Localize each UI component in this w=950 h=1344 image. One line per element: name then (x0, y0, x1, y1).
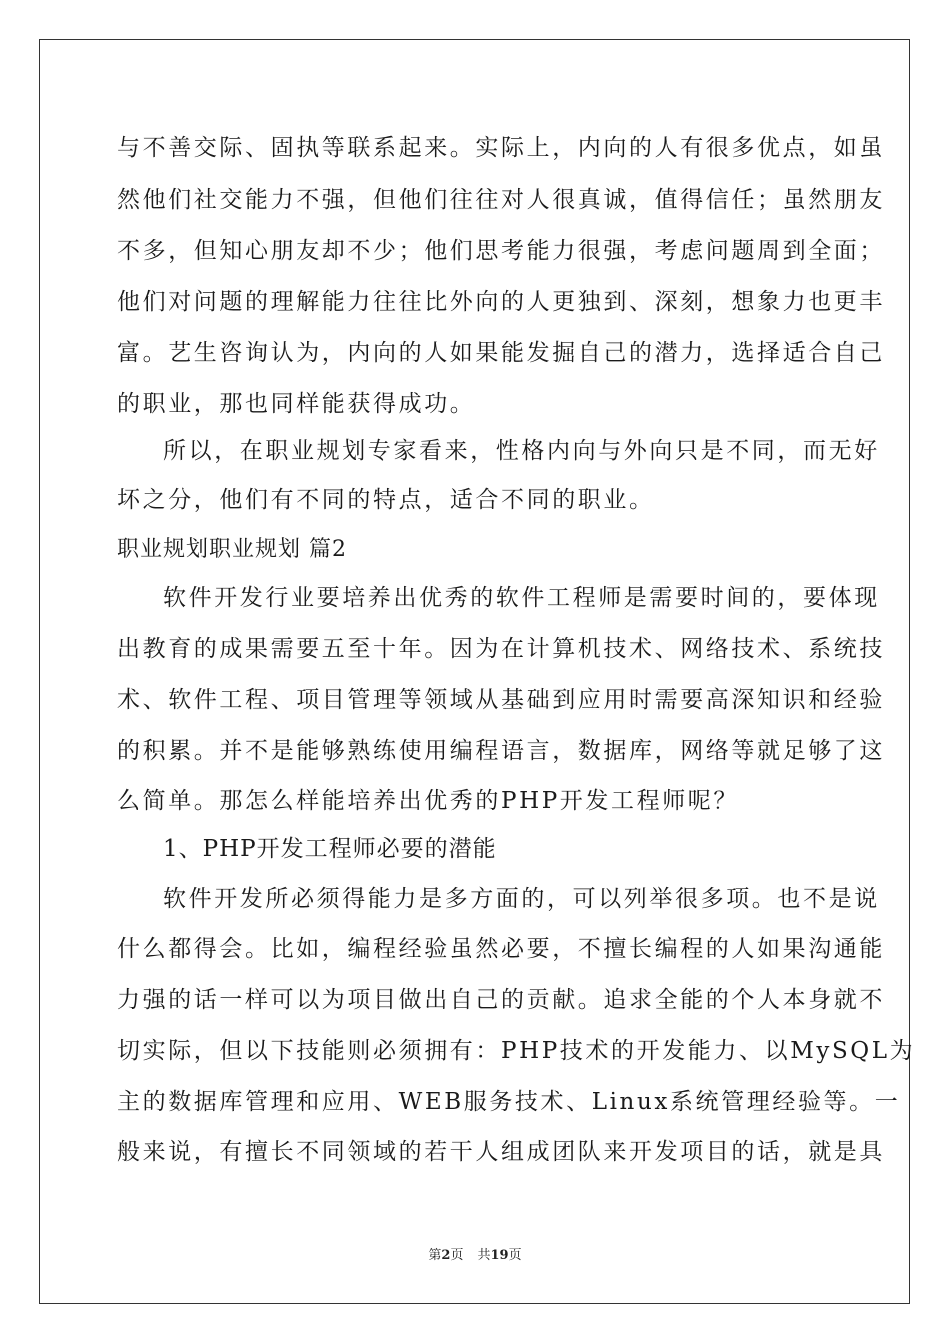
subsection-heading: 1、PHP开发工程师必要的潜能 (163, 836, 497, 862)
current-page-number: 2 (441, 1248, 451, 1263)
paragraph-line: 么简单。那怎么样能培养出优秀的PHP开发工程师呢？ (117, 788, 740, 814)
footer-total-prefix: 共 (477, 1248, 491, 1263)
paragraph-line: 坏之分，他们有不同的特点，适合不同的职业。 (117, 487, 655, 513)
paragraph-line: 主的数据库管理和应用、WEB服务技术、Linux系统管理经验等。一 (117, 1089, 901, 1115)
paragraph-line: 所以，在职业规划专家看来，性格内向与外向只是不同，而无好 (163, 438, 880, 464)
paragraph-line: 术、软件工程、项目管理等领域从基础到应用时需要高深知识和经验 (117, 687, 885, 713)
page-footer (0, 1248, 950, 1264)
paragraph-line: 他们对问题的理解能力往往比外向的人更独到、深刻，想象力也更丰 (117, 289, 885, 315)
paragraph-line: 的职业，那也同样能获得成功。 (117, 391, 476, 417)
paragraph-line: 的积累。并不是能够熟练使用编程语言，数据库，网络等就足够了这 (117, 738, 885, 764)
paragraph-line: 不多，但知心朋友却不少；他们思考能力很强，考虑问题周到全面； (117, 238, 885, 264)
footer-total-unit: 页 (508, 1248, 522, 1263)
footer-prefix: 第 (428, 1248, 442, 1263)
total-page-count: 19 (490, 1248, 509, 1263)
paragraph-line: 切实际，但以下技能则必须拥有：PHP技术的开发能力、以MySQL为 (117, 1038, 916, 1064)
paragraph-line: 富。艺生咨询认为，内向的人如果能发掘自己的潜力，选择适合自己 (117, 340, 885, 366)
paragraph-line: 软件开发所必须得能力是多方面的，可以列举很多项。也不是说 (163, 886, 880, 912)
footer-page-unit: 页 (450, 1248, 464, 1263)
paragraph-line: 然他们社交能力不强，但他们往往对人很真诚，值得信任；虽然朋友 (117, 187, 885, 213)
paragraph-line: 什么都得会。比如，编程经验虽然必要，不擅长编程的人如果沟通能 (117, 936, 885, 962)
section-heading: 职业规划职业规划 篇2 (117, 537, 347, 562)
paragraph-line: 力强的话一样可以为项目做出自己的贡献。追求全能的个人本身就不 (117, 987, 885, 1013)
paragraph-line: 软件开发行业要培养出优秀的软件工程师是需要时间的，要体现 (163, 585, 880, 611)
paragraph-line: 般来说，有擅长不同领域的若干人组成团队来开发项目的话，就是具 (117, 1139, 885, 1165)
paragraph-line: 与不善交际、固执等联系起来。实际上，内向的人有很多优点，如虽 (117, 135, 885, 161)
paragraph-line: 出教育的成果需要五至十年。因为在计算机技术、网络技术、系统技 (117, 636, 885, 662)
